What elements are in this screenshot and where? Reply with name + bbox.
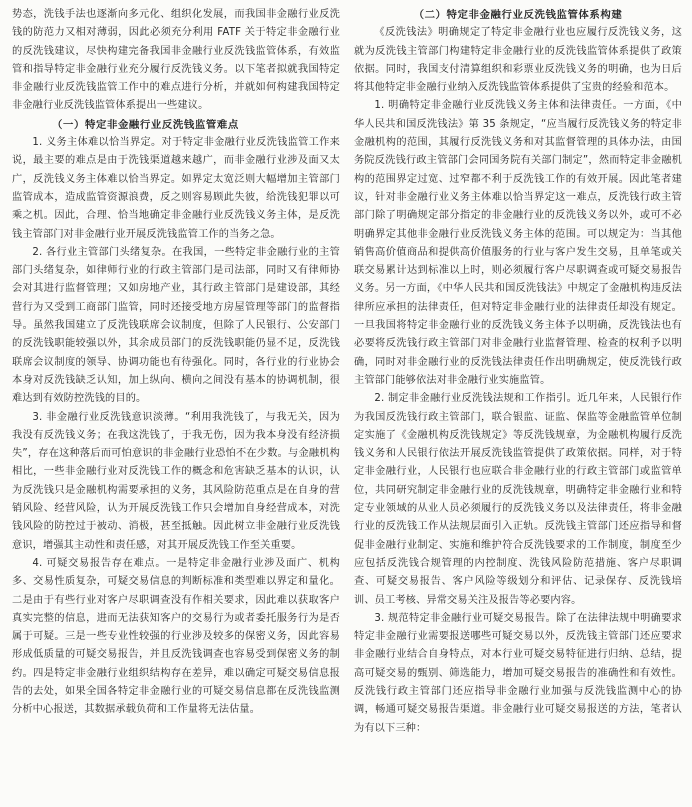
- paragraph-standardize-reports: 3. 规范特定非金融行业可疑交易报告。除了在法律法规中明确要求特定非金融行业需要报送哪些可疑交易以外，反洗钱主管部门还应要求非金融行业结合自身特点，对本行业可疑交易特征进行归纳、总结，提高可疑交易的甄别、筛选能力，增加可疑交易报告的准确性和有效性。反洗钱行政主管部门还应指导非金融行业加强与反洗钱监测中心的协调，畅通可疑交易报告渠道。非金融行业可疑交易报送的方法，笔者认为有以下三种：: [354, 612, 682, 734]
- paragraph-suspicious-reports: 4. 可疑交易报告存在难点。一是特定非金融行业涉及面广、机构多、交易性质复杂，可疑交易信息的判断标准和类型难以界定和量化。二是由于有些行业对客户尽职调查没有作相关要求，因此难以获取客户真实完整的信息，进而无法获知客户的交易行为或者委托服务行为是否属于可疑。三是一些专业性较强的行业涉及较多的保密义务，因此容易形成低质量的可疑交易报告，并且反洗钱调查也容易受到保密义务的制约。四是特定非金融行业组织结构存在差异，难以确定可疑交易信息报告的去处，如果全国各特定非金融行业的可疑交易信息都在反洗钱监测分析中心报送，其数据承载负荷和工作量将无法估量。: [12, 557, 340, 716]
- paragraph-regulations: 2. 制定非金融行业反洗钱法规和工作指引。近几年来，人民银行作为我国反洗钱行政主管部门，联合银监、证监、保监等金融监管单位制定实施了《金融机构反洗钱规定》等反洗钱规章，为金融机构履行反洗钱义务和人民银行依法开展反洗钱监管提供了政策依据。同样，对于特定非金融行业，人民银行也应联合非金融行业的行政主管部门或监管单位，共同研究制定非金融行业的反洗钱规章，明确特定非金融行业和特定专业领域的从业人员必须履行的反洗钱义务以及法律责任，将非金融行业的反洗钱工作从法规层面引入正轨。反洗钱主管部门还应指导和督促非金融行业制定、实施和维护符合反洗钱要求的工作制度，制度至少应包括反洗钱合规管理的内控制度、洗钱风险防范措施、客户尽职调查、可疑交易报告、客户风险等级划分和评估、记录保存、反洗钱培训、员工考核、异常交易关注及报告等必要内容。: [354, 393, 682, 606]
- paragraph-regulators: 2. 各行业主管部门头绪复杂。在我国，一些特定非金融行业的主管部门头绪复杂，如律师行业的行政主管部门是司法部，同时又有律师协会对其进行监督管理；又如房地产业，其行政主管部门是建设部，其经营行为又受到工商部门监管，同时还接受地方房屋管理等部门的监督指导。虽然我国建立了反洗钱联席会议制度，但除了人民银行、公安部门的反洗钱职能较强以外，其余成员部门的反洗钱职能仍显不足，反洗钱联席会议制度的领导、协调功能也有待强化。同时，各行业的行业协会本身对反洗钱缺乏认知，加上纵向、横向之间没有基本的协调机制，很难达到有效防控洗钱的目的。: [12, 246, 340, 405]
- paragraph-awareness: 3. 非金融行业反洗钱意识淡薄。“利用我洗钱了，与我无关，因为我没有反洗钱义务；在我这洗钱了，于我无伤，因为我本身没有经济损失”，存在这种落后而可怕意识的非金融行业恐怕不在少数。与金融机构相比，一些非金融行业对反洗钱工作的概念和危害缺乏基本的认识，认为反洗钱只是金融机构需要承担的义务，其风险防范重点是在自身的营销风险、经营风险，认为开展反洗钱工作只会增加自身经营成本，对洗钱风险的防控过于被动、消极，甚至抵触。因此树立非金融行业反洗钱意识，增强其主动性和责任感，对其开展反洗钱工作至关重要。: [12, 411, 340, 551]
- paragraph-clarify-obligations: 1. 明确特定非金融行业反洗钱义务主体和法律责任。一方面，《中华人民共和国反洗钱法》第 35 条规定，“应当履行反洗钱义务的特定非金融机构的范围，其履行反洗钱义务和对其监督管理的具体办法，由国务院反洗钱行政主管部门会同国务院有关部门制定”，然而特定非金融机构的范围界定过宽、过窄都不利于反洗钱工作的有效开展。因此笔者建议，针对非金融行业义务主体难以恰当界定这一难点，反洗钱行政主管部门除了明确规定部分指定的非金融行业的反洗钱义务以外，或可不必明确界定其他非金融行业反洗钱义务主体的范围。可以规定为：当其他销售高价值商品和提供高价值服务的行业与客户发生交易，且单笔或关联交易累计达到标准以上时，则必须履行客户尽职调查或可疑交易报告义务。另一方面，《中华人民共和国反洗钱法》中规定了金融机构违反法律所应承担的法律责任，但对特定非金融行业的法律责任却没有规定。一旦我国将特定非金融行业的反洗钱义务主体予以明确，反洗钱法也有必要将反洗钱行政主管部门对非金融行业监督管理、检查的权利予以明确，同时对非金融行业的反洗钱法律责任作出明确规定，使反洗钱行政主管部门能够依法对非金融行业实施监管。: [354, 100, 682, 386]
- right-column: [354, 6, 682, 807]
- section-heading-system: （二）特定非金融行业反洗钱监管体系构建: [413, 9, 623, 21]
- section-heading-difficulties: （一）特定非金融行业反洗钱监管难点: [52, 118, 239, 131]
- paragraph-law-basis: 《反洗钱法》明确规定了特定非金融行业也应履行反洗钱义务，这就为反洗钱主管部门构建特定非金融行业的反洗钱监管体系提供了政策依据。同时，我国支付清算组织和彩票业反洗钱义务的明确，也为日后将其他特定非金融行业纳入反洗钱监管体系提供了宝贵的经验和范本。: [354, 27, 682, 94]
- paragraph-obligation-subject: 1. 义务主体难以恰当界定。对于特定非金融行业反洗钱监管工作来说，最主要的难点是由于洗钱渠道越来越广，而非金融行业涉及面又太广，反洗钱义务主体难以恰当界定。如界定太宽泛则大幅增加主管部门监管成本，造成监管资源浪费，反之则容易顾此失彼，给洗钱犯罪以可乘之机。因此，合理、恰当地确定非金融行业反洗钱义务主体，是反洗钱主管部门对非金融行业开展反洗钱监管工作的当务之急。: [12, 137, 340, 240]
- intro-paragraph: 势态，洗钱手法也逐渐向多元化、组织化发展，而我国非金融行业反洗钱的防范力又相对薄弱，因此必须充分利用 FATF 关于特定非金融行业的反洗钱建议，尽快构建完备我国非金融行业反洗钱监管体系，有效监管和指导特定非金融行业充分履行反洗钱义务。以下笔者拟就我国特定非金融行业反洗钱监管工作中的难点进行分析，并就如何构建我国特定非金融行业反洗钱监管体系提出一些建议。: [12, 9, 340, 112]
- left-column: [12, 6, 340, 807]
